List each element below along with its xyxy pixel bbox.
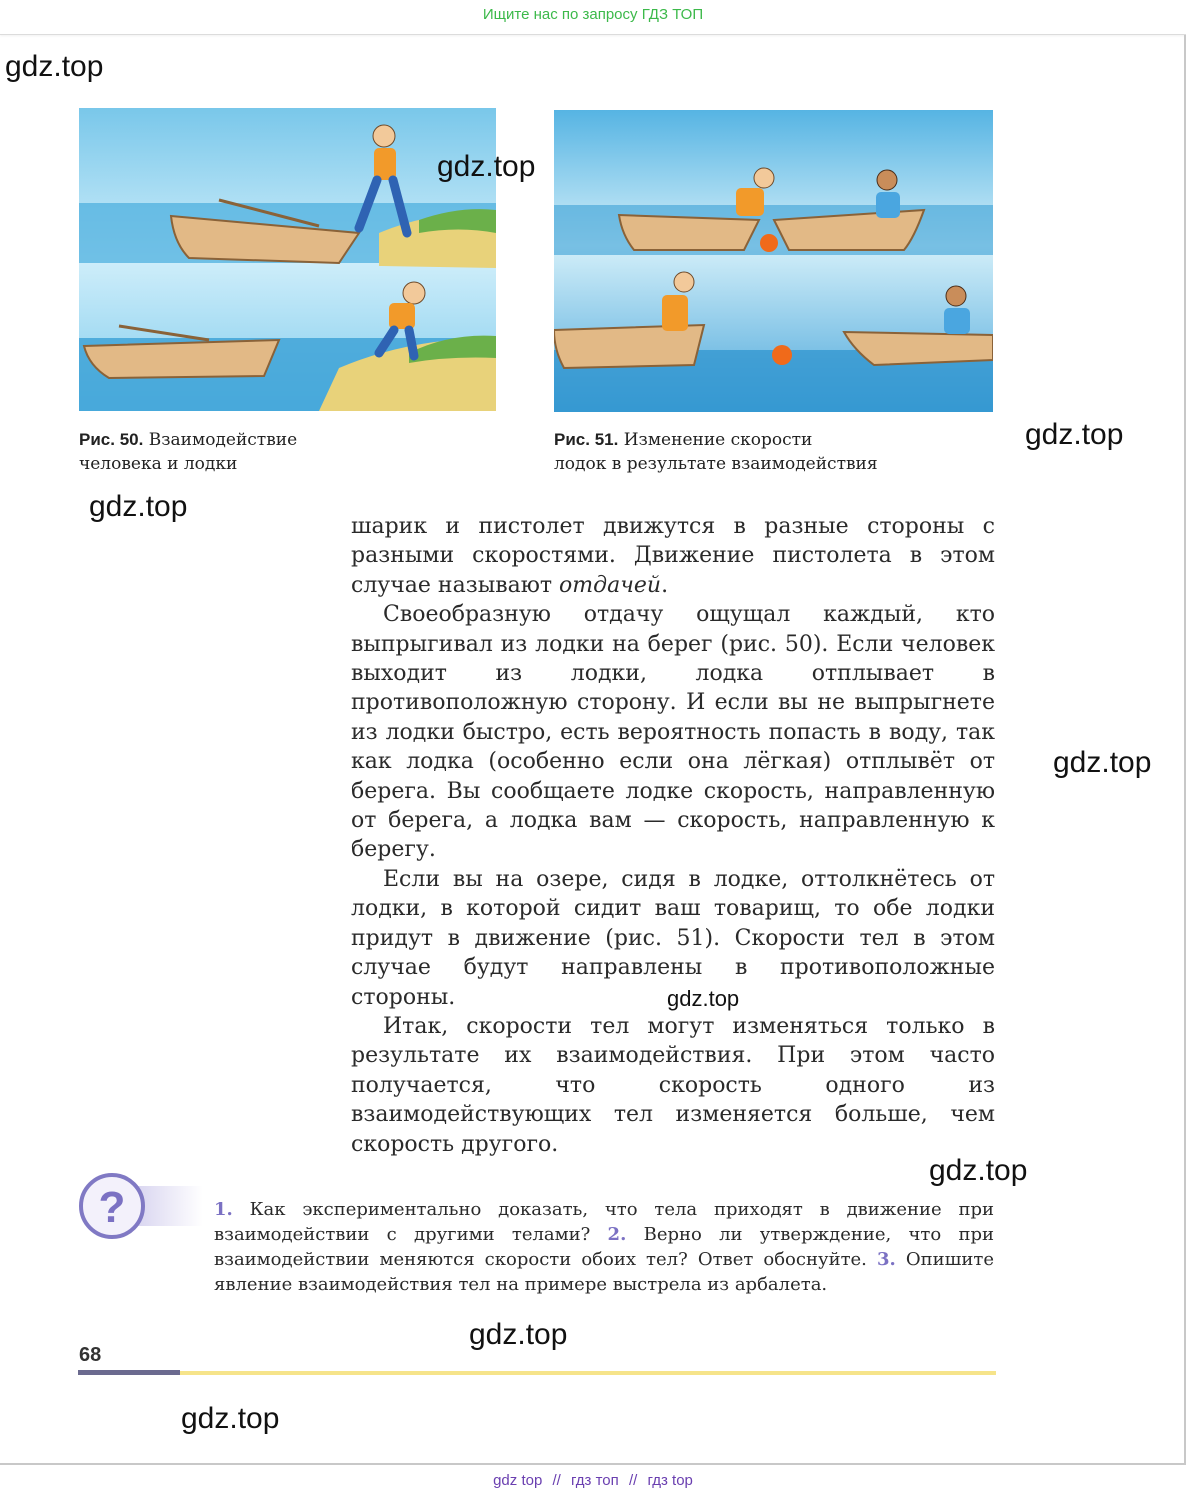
footer-link-gdz-top-mixed[interactable]: гдз top — [647, 1472, 693, 1489]
watermark: gdz.top — [667, 986, 740, 1011]
paragraph-2: Своеобразную отдачу ощущал каждый, кто выпрыгивал из лодки на берег (рис. 50). Если человек выходит из лодки, лодка отплывает в противоположную сторону. И если вы не выпрыгнете из лодки быстро, есть вероятность попасть в воду, так как лодка (особенно если она лёгкая) отплывёт от берега. Вы сообщаете лодке скорость, направленную от берега, а лодка вам — скорость, направленную к берегу. — [351, 602, 995, 863]
figure-51-caption — [554, 428, 994, 476]
figure-51-caption-line1: Изменение скорости — [623, 430, 813, 450]
question-2: Верно ли утверждение, что при взаимодействии меняются скорости обоих тел? Ответ обоснуйте. — [214, 1224, 994, 1270]
questions-text — [214, 1197, 994, 1297]
watermark: gdz.top — [929, 1154, 1028, 1187]
watermark: gdz.top — [1053, 746, 1152, 779]
figure-50-caption-line1: Взаимодействие — [148, 430, 298, 450]
figure-50-caption-line2: человека и лодки — [79, 454, 238, 474]
paragraph-1 — [351, 512, 995, 600]
figure-51-illustration — [554, 110, 993, 412]
watermark: gdz.top — [1025, 418, 1124, 451]
question-3: Опишите явление взаимодействия тел на примере выстрела из арбалета. — [214, 1249, 994, 1295]
footer-separator: // — [552, 1472, 561, 1489]
figure-51-caption-line2: лодок в результате взаимодействия — [554, 454, 878, 474]
question-icon — [78, 1172, 203, 1244]
question-mark: ? — [98, 1183, 126, 1232]
figure-51-number: Рис. 51. — [554, 430, 619, 449]
figure-50-number: Рис. 50. — [79, 430, 144, 449]
watermark: gdz.top — [437, 150, 536, 183]
paragraph-4: Итак, скорости тел могут изменяться только в результате их взаимодействия. При этом часто получается, что скорость одного из взаимодействующих тел изменяется больше, чем скорость другого. — [351, 1013, 995, 1157]
main-text — [351, 512, 995, 1159]
page-rule-light — [180, 1371, 996, 1375]
top-banner-text: Ищите нас по запросу ГДЗ ТОП — [482, 6, 704, 23]
page-rule-dark — [78, 1370, 180, 1375]
paragraph-1-start: шарик и пистолет движутся в разные стороны с разными скоростями. Движение пистолета в этом случае называют — [351, 514, 995, 598]
question-2-number: 2. — [607, 1224, 627, 1245]
question-1-number: 1. — [214, 1199, 233, 1220]
watermark: gdz.top — [181, 1402, 280, 1435]
top-banner — [0, 0, 1186, 35]
question-1: Как экспериментально доказать, что тела приходят в движение при взаимодействии с другими телами? — [214, 1199, 994, 1245]
watermark: gdz.top — [89, 490, 188, 523]
paragraph-1-end: . — [661, 572, 669, 598]
footer-link-gdz-top-ru[interactable]: гдз топ — [571, 1472, 619, 1489]
footer-link-gdz-top[interactable]: gdz top — [493, 1472, 543, 1489]
term-recoil: отдачей — [559, 572, 662, 598]
watermark: gdz.top — [469, 1318, 568, 1351]
figure-50-illustration — [79, 108, 496, 411]
watermark: gdz.top — [5, 50, 104, 83]
page-number: 68 — [79, 1344, 102, 1366]
footer-separator: // — [628, 1472, 638, 1489]
paragraph-3: Если вы на озере, сидя в лодке, оттолкнётесь от лодки, в которой сидит ваш товарищ, то обе лодки придут в движение (рис. 51). Скорости тел в этом случае будут направлены в противоположные стороны. — [351, 866, 995, 1010]
footer-links — [0, 1472, 1186, 1489]
figure-50-caption — [79, 428, 499, 476]
question-3-number: 3. — [877, 1249, 896, 1270]
